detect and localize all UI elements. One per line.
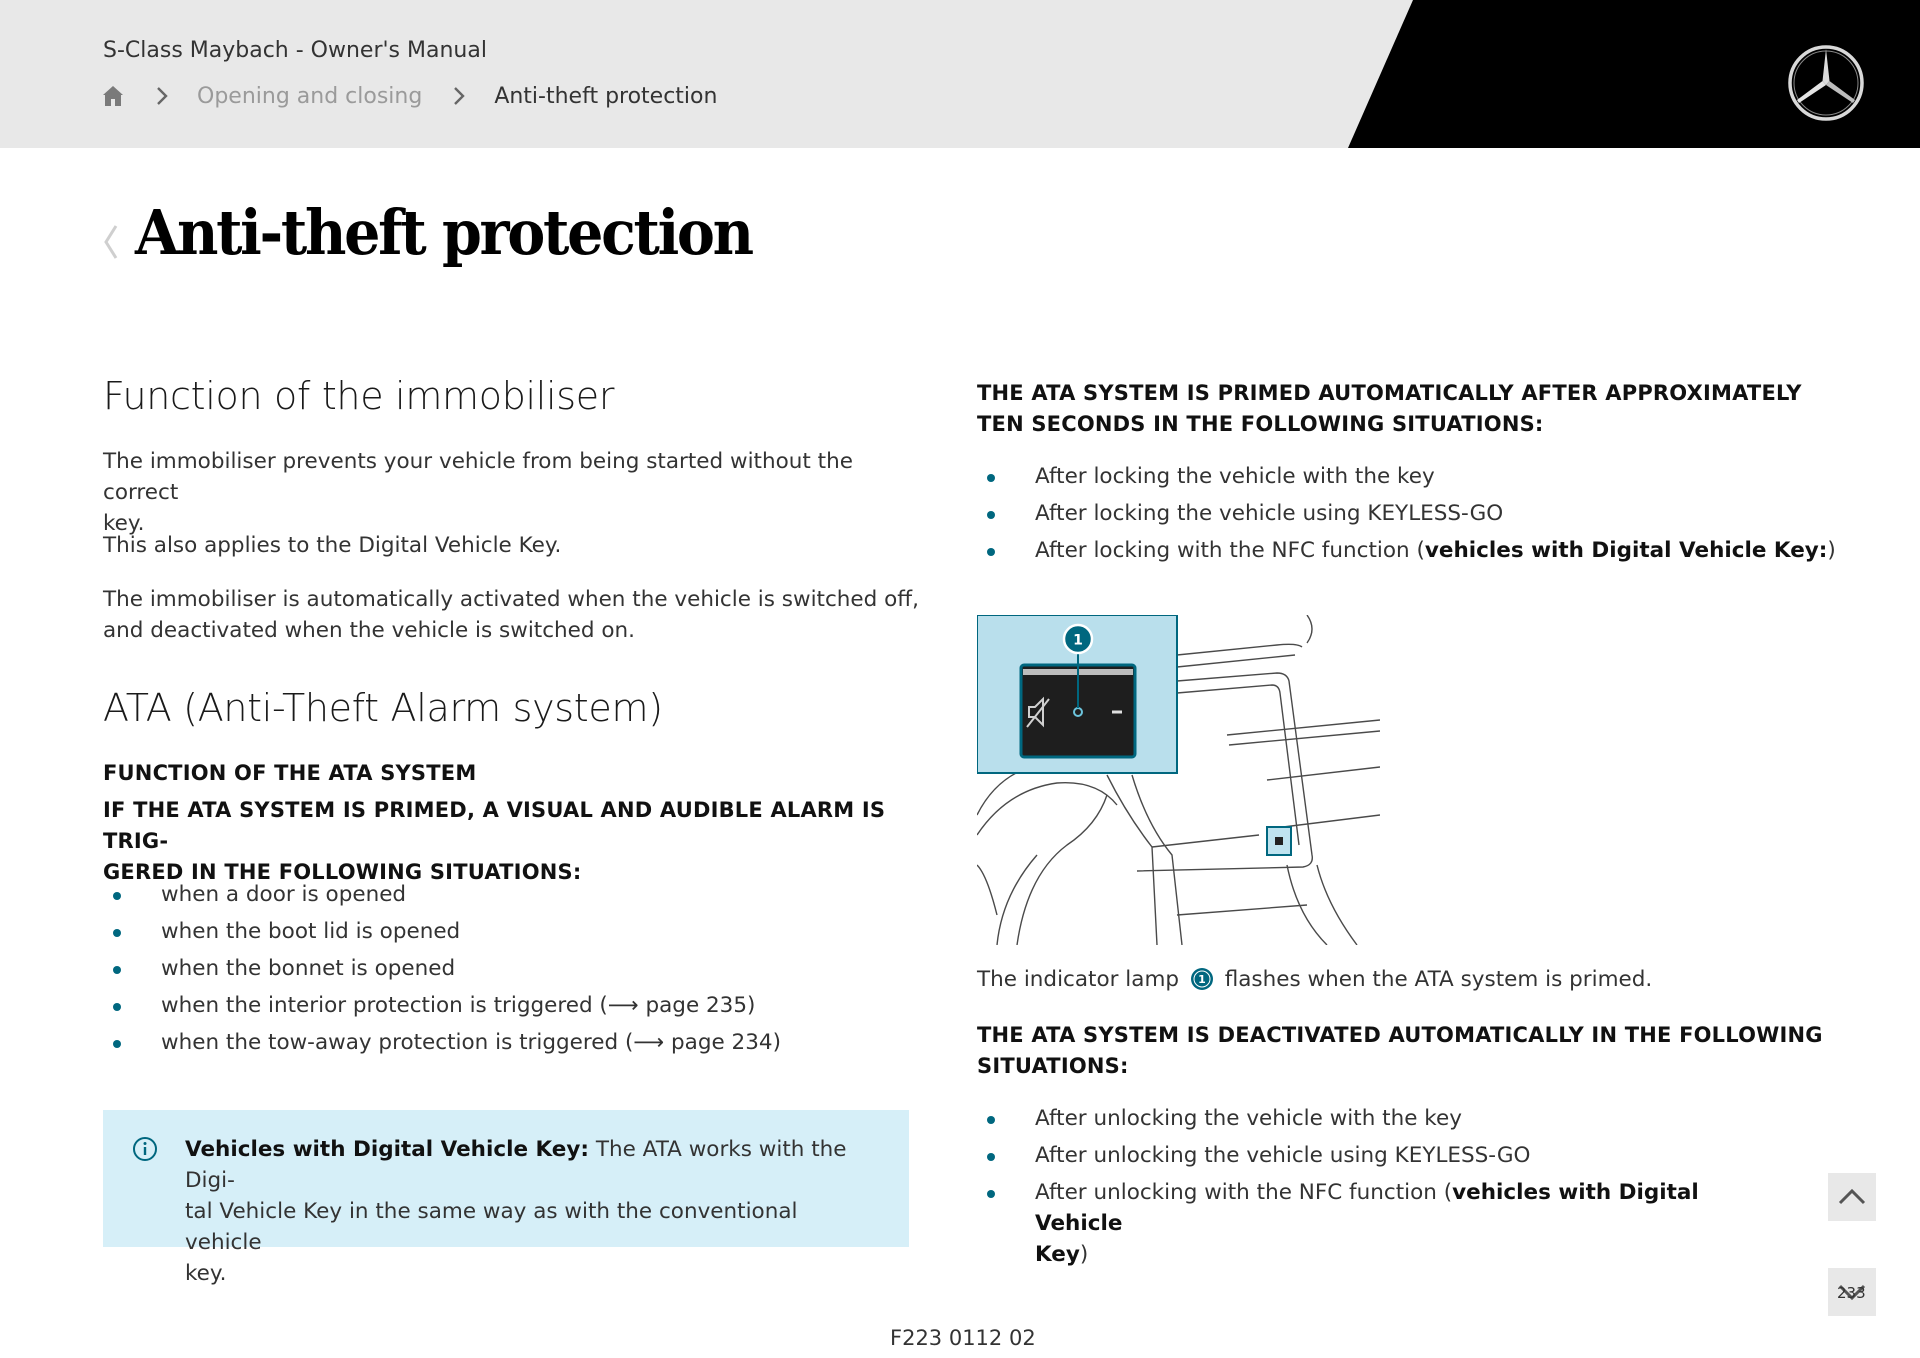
header-black-wedge [0, 0, 1920, 148]
list-item [977, 1140, 1777, 1171]
indicator-button-lamp [1275, 837, 1283, 845]
back-chevron-icon[interactable] [100, 220, 122, 264]
breadcrumb-link-opening-closing[interactable]: Opening and closing [197, 83, 423, 109]
indicator-lamp-dot [1074, 708, 1082, 716]
text-line: SITUATIONS: [977, 1054, 1129, 1078]
list-item-text[interactable]: when the tow-away protection is triggered (⟶ page 234) [161, 1030, 781, 1055]
list-item [977, 1103, 1777, 1134]
list-item-text: After unlocking the vehicle using KEYLESS-GO [1035, 1143, 1531, 1168]
chevron-right-icon [450, 84, 468, 108]
bullet-dot [113, 1003, 121, 1011]
manual-title: S-Class Maybach - Owner's Manual [103, 38, 487, 63]
figure-id: F223 0112 02 [890, 1326, 1036, 1350]
ata-deactivated-heading [977, 1020, 1827, 1082]
bullet-dot [987, 1190, 995, 1198]
info-note-bold: Vehicles with Digital Vehicle Key: [185, 1137, 589, 1162]
breadcrumb-current: Anti-theft protection [494, 83, 718, 109]
bullet-dot [113, 929, 121, 937]
immobiliser-paragraph-2: This also applies to the Digital Vehicle Key. [103, 533, 562, 558]
list-item-text[interactable]: when the interior protection is triggered (⟶ page 235) [161, 993, 756, 1018]
info-note-box [103, 1110, 909, 1286]
text-line: The immobiliser is automatically activated when the vehicle is switched off, [103, 587, 919, 612]
primed-situations-list [977, 461, 1877, 572]
alarm-situations-list [103, 879, 923, 1064]
indicator-lamp-text [977, 964, 1652, 995]
list-item-text: After locking the vehicle with the key [1035, 464, 1435, 489]
bullet-dot [113, 966, 121, 974]
chevron-up-icon [1828, 1173, 1876, 1221]
bullet-dot [987, 548, 995, 556]
ata-indicator-figure [977, 615, 1380, 945]
section-heading-immobiliser: Function of the immobiliser [103, 374, 615, 418]
list-item-text: After locking the vehicle using KEYLESS-GO [1035, 501, 1504, 526]
home-icon[interactable] [101, 84, 125, 108]
list-item-text: when the boot lid is opened [161, 919, 461, 944]
text-line: TEN SECONDS IN THE FOLLOWING SITUATIONS: [977, 412, 1544, 436]
ata-primed-heading [977, 378, 1827, 440]
list-item[interactable] [103, 1027, 923, 1058]
list-item-text: After locking with the NFC function ( [1035, 538, 1425, 563]
text-line: The immobiliser prevents your vehicle from being started without the correct [103, 449, 853, 505]
bullet-dot [987, 1153, 995, 1161]
text-line: IF THE ATA SYSTEM IS PRIMED, A VISUAL AND AUDIBLE ALARM IS TRIG- [103, 798, 886, 853]
text-line: THE ATA SYSTEM IS DEACTIVATED AUTOMATICALLY IN THE FOLLOWING [977, 1023, 1823, 1047]
mercedes-star-logo[interactable] [1787, 44, 1865, 122]
list-item [103, 916, 923, 947]
breadcrumb [101, 80, 717, 112]
list-item [977, 498, 1877, 529]
list-item-bold: vehicles with Digital Vehicle [1035, 1180, 1699, 1236]
bullet-dot [987, 1116, 995, 1124]
deactivated-situations-list [977, 1103, 1777, 1276]
info-note-line: The ATA works with the Digi- [185, 1137, 847, 1193]
section-heading-ata: ATA (Anti-Theft Alarm system) [103, 686, 663, 730]
text-line: GERED IN THE FOLLOWING SITUATIONS: [103, 860, 582, 884]
info-note-line: tal Vehicle Key in the same way as with the conventional vehicle [185, 1199, 798, 1255]
list-item-bold: Key [1035, 1242, 1080, 1267]
bullet-dot [113, 892, 121, 900]
immobiliser-paragraph-1 [103, 446, 923, 539]
list-item[interactable] [103, 990, 923, 1021]
list-item-text: when the bonnet is opened [161, 956, 456, 981]
list-item-bold: vehicles with Digital Vehicle Key: [1424, 538, 1828, 563]
callout-number: 1 [1073, 632, 1083, 649]
list-item-text: when a door is opened [161, 882, 407, 907]
bullet-dot [113, 1040, 121, 1048]
ata-primed-label [103, 795, 923, 888]
list-item-text: After unlocking with the NFC function ( [1035, 1180, 1453, 1205]
list-item [977, 461, 1877, 492]
page-number: 233 [1837, 1284, 1866, 1302]
text-fragment: The indicator lamp [977, 967, 1186, 992]
immobiliser-paragraph-3 [103, 584, 923, 646]
text-line: key. [103, 511, 145, 536]
list-item [977, 535, 1877, 566]
bullet-dot [987, 474, 995, 482]
scroll-up-button[interactable] [1828, 1173, 1876, 1221]
text-line: THE ATA SYSTEM IS PRIMED AUTOMATICALLY AFTER APPROXIMATELY [977, 381, 1802, 405]
info-icon [132, 1136, 158, 1162]
info-note-line: key. [185, 1261, 227, 1286]
text-line [185, 1134, 865, 1196]
ata-function-label: FUNCTION OF THE ATA SYSTEM [103, 761, 477, 785]
text-line: and deactivated when the vehicle is switched on. [103, 618, 635, 643]
list-item [977, 1177, 1777, 1270]
list-item [103, 953, 923, 984]
page-title: Anti-theft protection [135, 196, 752, 269]
text-fragment: flashes when the ATA system is primed. [1217, 967, 1653, 992]
list-item-text: ) [1079, 1242, 1089, 1267]
chevron-right-icon [153, 84, 171, 108]
list-item-text: After unlocking the vehicle with the key [1035, 1106, 1462, 1131]
list-item-text: ) [1827, 538, 1836, 563]
info-note-text [185, 1134, 865, 1289]
callout-badge-inline [1190, 967, 1214, 991]
list-item [103, 879, 923, 910]
bullet-dot [987, 511, 995, 519]
callout-number: 1 [1198, 973, 1206, 986]
